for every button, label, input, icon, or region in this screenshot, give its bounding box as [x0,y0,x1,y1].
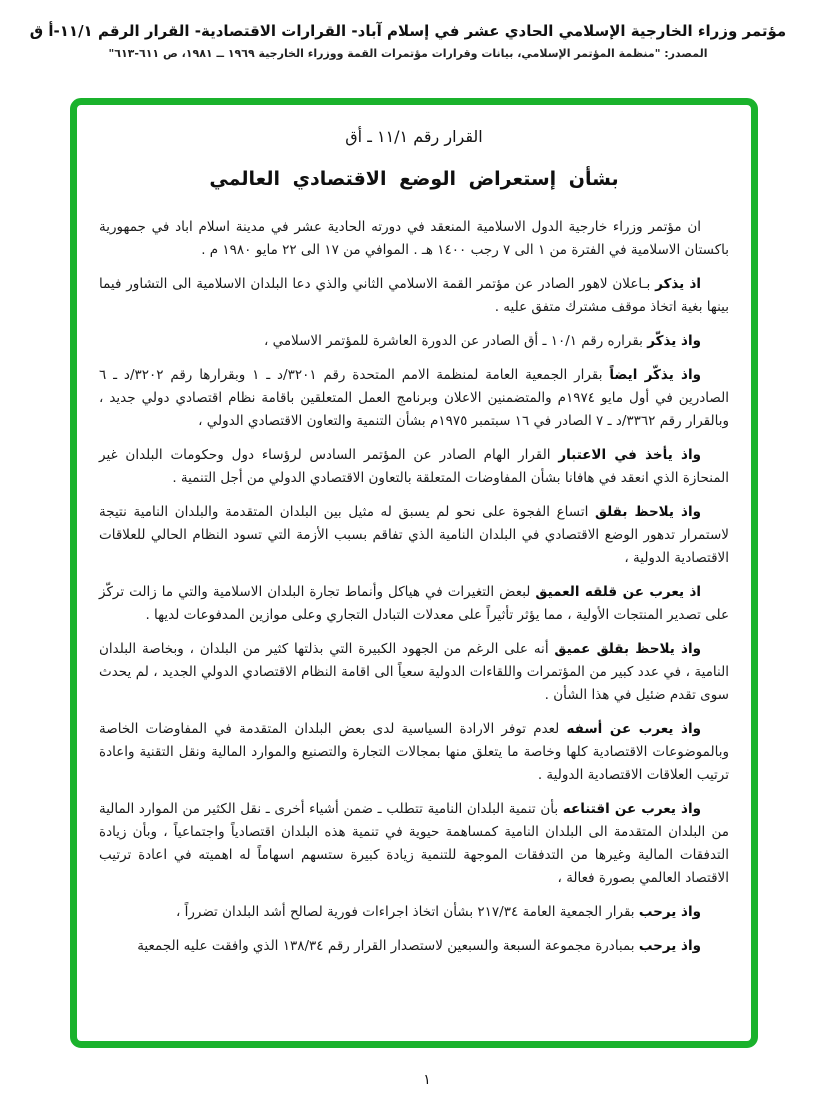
page-number: ١ [423,1072,431,1088]
header-title: مؤتمر وزراء الخارجية الإسلامي الحادي عشر في إسلام آباد- القرارات الاقتصادية- القرار الرقم ١١/١-أ ق [29,22,787,40]
paragraphs-container [99,216,729,958]
paragraph-lead: واذ يذكّر [647,333,701,349]
paragraph: واذ يعرب عن أسفه لعدم توفر الارادة السياسية لدى بعض البلدان المتقدمة في المفاوضات الخاصة وبالموضوعات الاقتصادية كلها وخاصة ما يتعلق منها بمجالات التجارة والتصنيع والموارد المالية ونقل التقنية واعادة ترتيب العلاقات الاقتصادية الدولية . [99,721,729,783]
paragraph: واذ يرحب بقرار الجمعية العامة ٢١٧/٣٤ بشأن اتخاذ اجراءات فورية لصالح أشد البلدان تضرراً ، [175,904,701,920]
document-header [0,22,816,60]
paragraph: واذ يذكّر ايضاً بقرار الجمعية العامة لمنظمة الامم المتحدة رقم ٣٢٠١/د ـ ١ وبقرارها رقم ٣٢٠٢/د ـ ٦ الصادرين في أول مايو ١٩٧٤م والمتضمنين الاعلان وبرنامج العمل المتعلقين باقامة نظام اقتصادي دولي جديد ، وبالقرار رقم ٣٣٦٢/د ـ ٧ الصادر في ١٦ سبتمبر ١٩٧٥م بشأن التنمية والتعاون الاقتصادي الدولي ، [99,367,729,429]
paragraph: واذ يلاحظ بقلق عميق أنه على الرغم من الجهود الكبيرة التي بذلتها كثير من البلدان ، وبخاصة البلدان النامية ، في عدد كبير من المؤتمرات واللقاءات الدولية سعياً الى اقامة النظام الاقتصادي الدولي الجديد ، لم يحدث سوى تقدم ضئيل في هذا الشأن . [99,641,729,703]
paragraph-lead: واذ يلاحظ بقلق عميق [554,641,702,657]
paragraph: واذ يلاحظ بقلق اتساع الفجوة على نحو لم يسبق له مثيل بين البلدان المتقدمة والبلدان النامية نتيجة لاستمرار تدهور الوضع الاقتصادي في البلدان النامية الذي تفاقم بسبب الأزمة التي تسود النظام الحالي للعلاقات الاقتصادية الدولية ، [99,504,729,566]
paragraph: واذ يأخذ في الاعتبار القرار الهام الصادر عن المؤتمر السادس لرؤساء دول وحكومات البلدان غير المنحازة الذي انعقد في هافانا بشأن المفاوضات المتعلقة بالتعاون الاقتصادي الدولي من أجل التنمية . [99,447,729,486]
paragraph: اذ يذكر بـاعلان لاهور الصادر عن مؤتمر القمة الاسلامي الثاني والذي دعا البلدان الاسلامية الى التشاور فيما بينها بغية اتخاذ موقف مشترك متفق عليه . [99,276,729,315]
paragraph: واذ يرحب بمبادرة مجموعة السبعة والسبعين لاستصدار القرار رقم ١٣٨/٣٤ الذي وافقت عليه الجمعية [137,938,701,954]
document-body [77,105,751,1041]
paragraph-lead: واذ يرحب [638,904,701,920]
paragraph-lead: اذ يذكر [655,276,701,292]
paragraph-lead: اذ يعرب عن قلقه العميق [535,584,701,600]
paragraph-lead: واذ يعرب عن أسفه [566,721,701,737]
paragraph-lead: واذ يلاحظ بقلق [594,504,701,520]
resolution-number: القرار رقم ١١/١ ـ أق [345,127,483,146]
highlight-box [70,98,758,1048]
paragraph-lead: واذ يذكّر ايضاً [609,367,701,383]
paragraph-lead: واذ يعرب عن اقتناعه [562,801,701,817]
paragraph-lead: واذ يرحب [638,938,701,954]
paragraph: اذ يعرب عن قلقه العميق لبعض التغيرات في هياكل وأنماط تجارة البلدان الاسلامية والتي ما زالت تركّز على تصدير المنتجات الأولية ، مما يؤثر تأثيراً على معدلات التبادل التجاري وعلى موازين المدفوعات لديها . [99,584,729,623]
resolution-subject: بشأن إستعراض الوضع الاقتصادي العالمي [209,168,619,190]
paragraph: ان مؤتمر وزراء خارجية الدول الاسلامية المنعقد في دورته الحادية عشر في مدينة اسلام اباد في جمهورية باكستان الاسلامية في الفترة من ١ الى ٧ رجب ١٤٠٠ هـ . الموافي من ١٧ الى ٢٢ مايو ١٩٨٠ م . [99,219,729,258]
paragraph: واذ يذكّر بقراره رقم ١٠/١ ـ أق الصادر عن الدورة العاشرة للمؤتمر الاسلامي ، [263,333,701,349]
paragraph-lead: واذ يأخذ في الاعتبار [558,447,701,463]
paragraph: واذ يعرب عن اقتناعه بأن تنمية البلدان النامية تتطلب ـ ضمن أشياء أخرى ـ نقل الكثير من الموارد المالية من البلدان المتقدمة الى البلدان النامية كمساهمة حيوية في تنمية هذه البلدان اقتصادياً واجتماعياً ، وبأن زيادة التدفقات المالية وغيرها من التدفقات الموجهة للتنمية زيادة كبيرة ستسهم اسهاماً له اهميته في اعادة ترتيب الاقتصاد العالمي بصورة فعالة ، [99,801,729,886]
header-source: المصدر: "منظمة المؤتمر الإسلامي، بيانات وقرارات مؤتمرات القمة ووزراء الخارجية ١٩٦٩ ــ ١٩٨١، ص ٦١١-٦١٣" [108,47,708,60]
